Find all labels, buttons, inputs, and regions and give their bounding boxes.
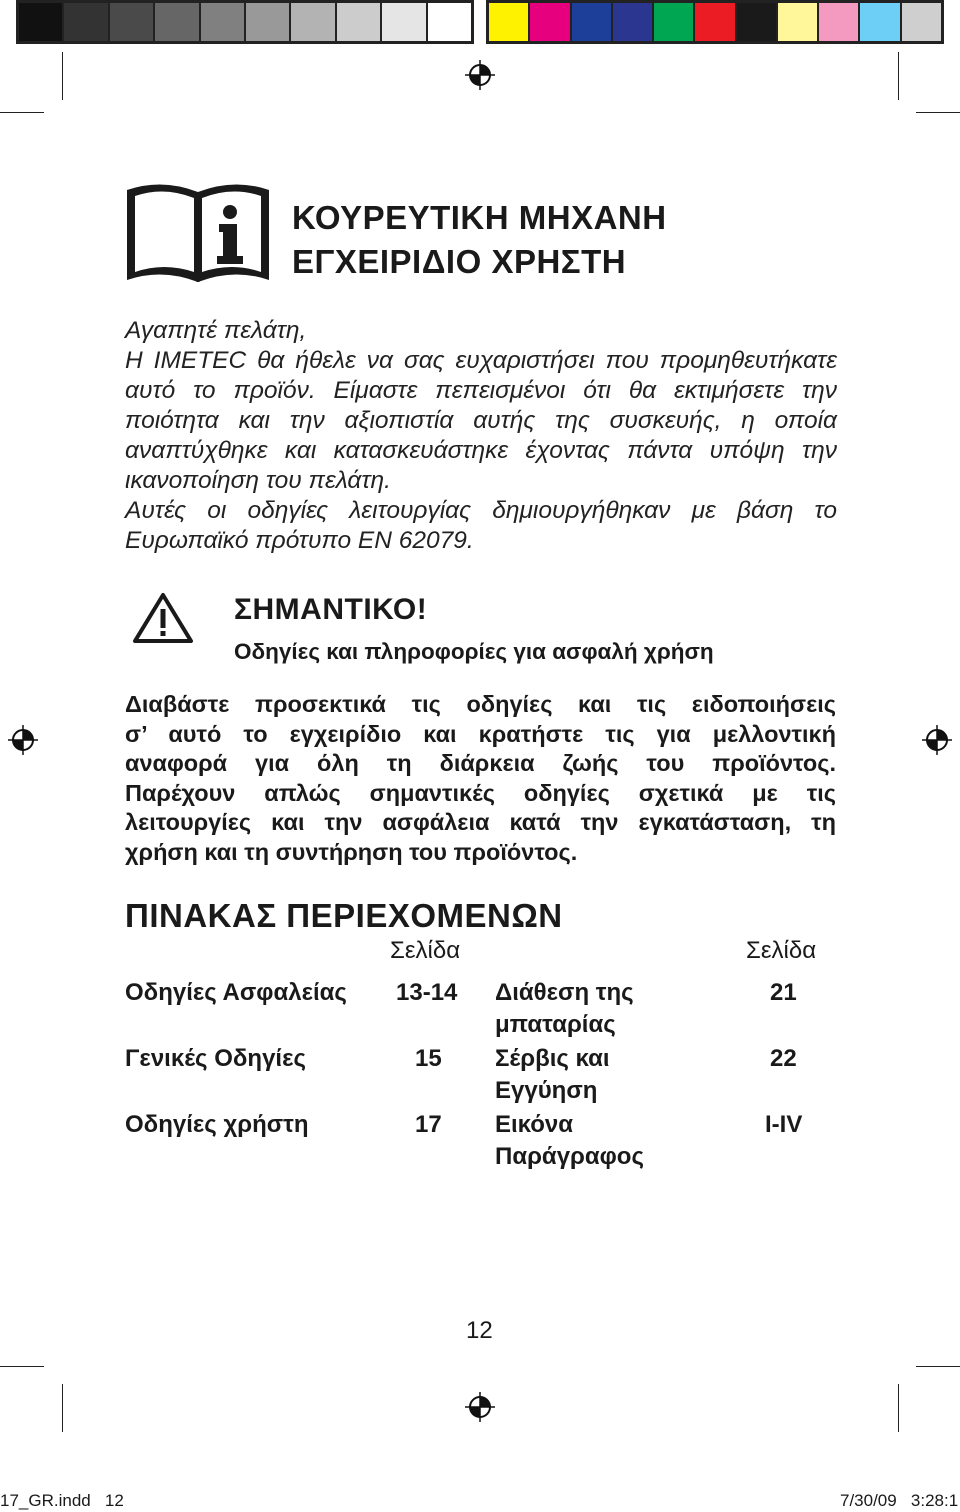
crop-mark [916, 112, 960, 113]
notice-line: Παρέχουν απλώς σημαντικές οδηγίες σχετικά με τις [125, 779, 836, 806]
toc-entry-label-line: Διάθεση της [495, 979, 634, 1006]
gray-swatch [427, 2, 472, 42]
gray-swatch [336, 2, 381, 42]
crop-mark [898, 52, 899, 100]
important-heading: ΣΗΜΑΝΤΙΚΟ! [234, 593, 428, 626]
toc-entry-label: Οδηγίες Ασφαλείας [125, 979, 347, 1006]
intro-line: Η IMETEC θα ήθελε να σας ευχαριστήσει που προμηθευτήκατε [125, 347, 837, 374]
toc-entry-label [495, 1109, 644, 1173]
toc-entry-label-line: μπαταρίας [495, 1011, 616, 1038]
toc-entry-label [495, 1043, 610, 1107]
color-swatch [818, 2, 859, 42]
gray-swatch [290, 2, 335, 42]
registration-mark-icon [465, 1392, 495, 1422]
intro-line: ικανοποίηση του πελάτη. [125, 467, 391, 494]
crop-mark [62, 52, 63, 100]
gray-swatch [63, 2, 108, 42]
notice-line: σ’ αυτό το εγχειρίδιο και κρατήστε τις για μελλοντική [125, 720, 836, 747]
slug-left: 17_GR.indd 12 [0, 1491, 124, 1510]
gray-swatch [109, 2, 154, 42]
toc-entry-page: I-IV [765, 1111, 803, 1138]
crop-mark [898, 1384, 899, 1432]
info-manual-icon [124, 176, 272, 284]
gray-swatch [200, 2, 245, 42]
color-swatch [488, 2, 529, 42]
gray-swatch [381, 2, 426, 42]
toc-entry-label-line: Εικόνα [495, 1111, 574, 1138]
color-swatch [571, 2, 612, 42]
intro-line: Ευρωπαϊκό πρότυπο EN 62079. [125, 527, 474, 554]
crop-mark [62, 1384, 63, 1432]
color-swatch [736, 2, 777, 42]
toc-entry-label-line: Εγγύηση [495, 1077, 598, 1104]
gray-swatch [18, 2, 63, 42]
toc-entry-label-line: Παράγραφος [495, 1143, 644, 1170]
registration-mark-icon [465, 60, 495, 90]
gray-swatch [245, 2, 290, 42]
color-swatch [859, 2, 900, 42]
intro-paragraph [125, 316, 837, 556]
page-number: 12 [466, 1317, 493, 1344]
color-swatch [529, 2, 570, 42]
toc-entry-label [495, 977, 634, 1041]
crop-mark [0, 112, 44, 113]
color-swatch [694, 2, 735, 42]
toc-entry-label: Οδηγίες χρήστη [125, 1111, 309, 1138]
intro-line: Αγαπητέ πελάτη, [125, 317, 307, 344]
toc-page-header-left: Σελίδα [390, 937, 461, 964]
color-swatch [777, 2, 818, 42]
manual-title-line1: ΚΟΥΡΕΥΤΙΚΗ ΜΗΧΑΝΗ [292, 199, 667, 236]
notice-line: αναφορά για όλη τη διάρκεια ζωής του προϊόντος. [125, 750, 836, 776]
gray-swatch [154, 2, 199, 42]
intro-line: Αυτές οι οδηγίες λειτουργίας δημιουργήθηκαν με βάση το [125, 497, 837, 524]
notice-line: χρήση και τη συντήρηση του προϊόντος. [125, 838, 578, 865]
toc-entry-page: 22 [770, 1045, 797, 1072]
safety-notice-paragraph [125, 690, 836, 867]
manual-title-line2: ΕΓΧΕΙΡΙΔΙΟ ΧΡΗΣΤΗ [292, 243, 627, 280]
notice-line: λειτουργίες και την ασφάλεια κατά την εγκατάσταση, τη [125, 809, 836, 835]
crop-mark [0, 1366, 44, 1367]
warning-triangle-icon [132, 592, 194, 644]
toc-entry-page: 13-14 [396, 979, 458, 1006]
registration-mark-icon [922, 725, 952, 755]
intro-line: αυτό το προϊόν. Είμαστε πεπεισμένοι ότι θα εκτιμήσετε την [125, 377, 837, 404]
toc-entry-page: 15 [415, 1045, 442, 1072]
crop-mark [916, 1366, 960, 1367]
toc-entry-label-line: Σέρβις και [495, 1045, 610, 1072]
important-subtitle: Οδηγίες και πληροφορίες για ασφαλή χρήση [234, 639, 714, 664]
intro-line: ποιότητα και την αξιοπιστία αυτής της συσκευής, η οποία [125, 407, 837, 434]
toc-entry-label: Γενικές Οδηγίες [125, 1045, 306, 1072]
slug-right: 7/30/09 3:28:1 [840, 1491, 959, 1510]
toc-page-header-right: Σελίδα [746, 937, 817, 964]
color-swatch [901, 2, 942, 42]
toc-entry-page: 21 [770, 979, 797, 1006]
notice-line: Διαβάστε προσεκτικά τις οδηγίες και τις ειδοποιήσεις [125, 691, 836, 717]
color-swatch [653, 2, 694, 42]
toc-entry-page: 17 [415, 1111, 442, 1138]
color-swatch [612, 2, 653, 42]
registration-mark-icon [8, 725, 38, 755]
toc-title: ΠΙΝΑΚΑΣ ΠΕΡΙΕΧΟΜΕΝΩΝ [125, 897, 563, 934]
intro-line: αναπτύχθηκε και κατασκευάστηκε έχοντας πάντα υπόψη την [125, 437, 837, 464]
